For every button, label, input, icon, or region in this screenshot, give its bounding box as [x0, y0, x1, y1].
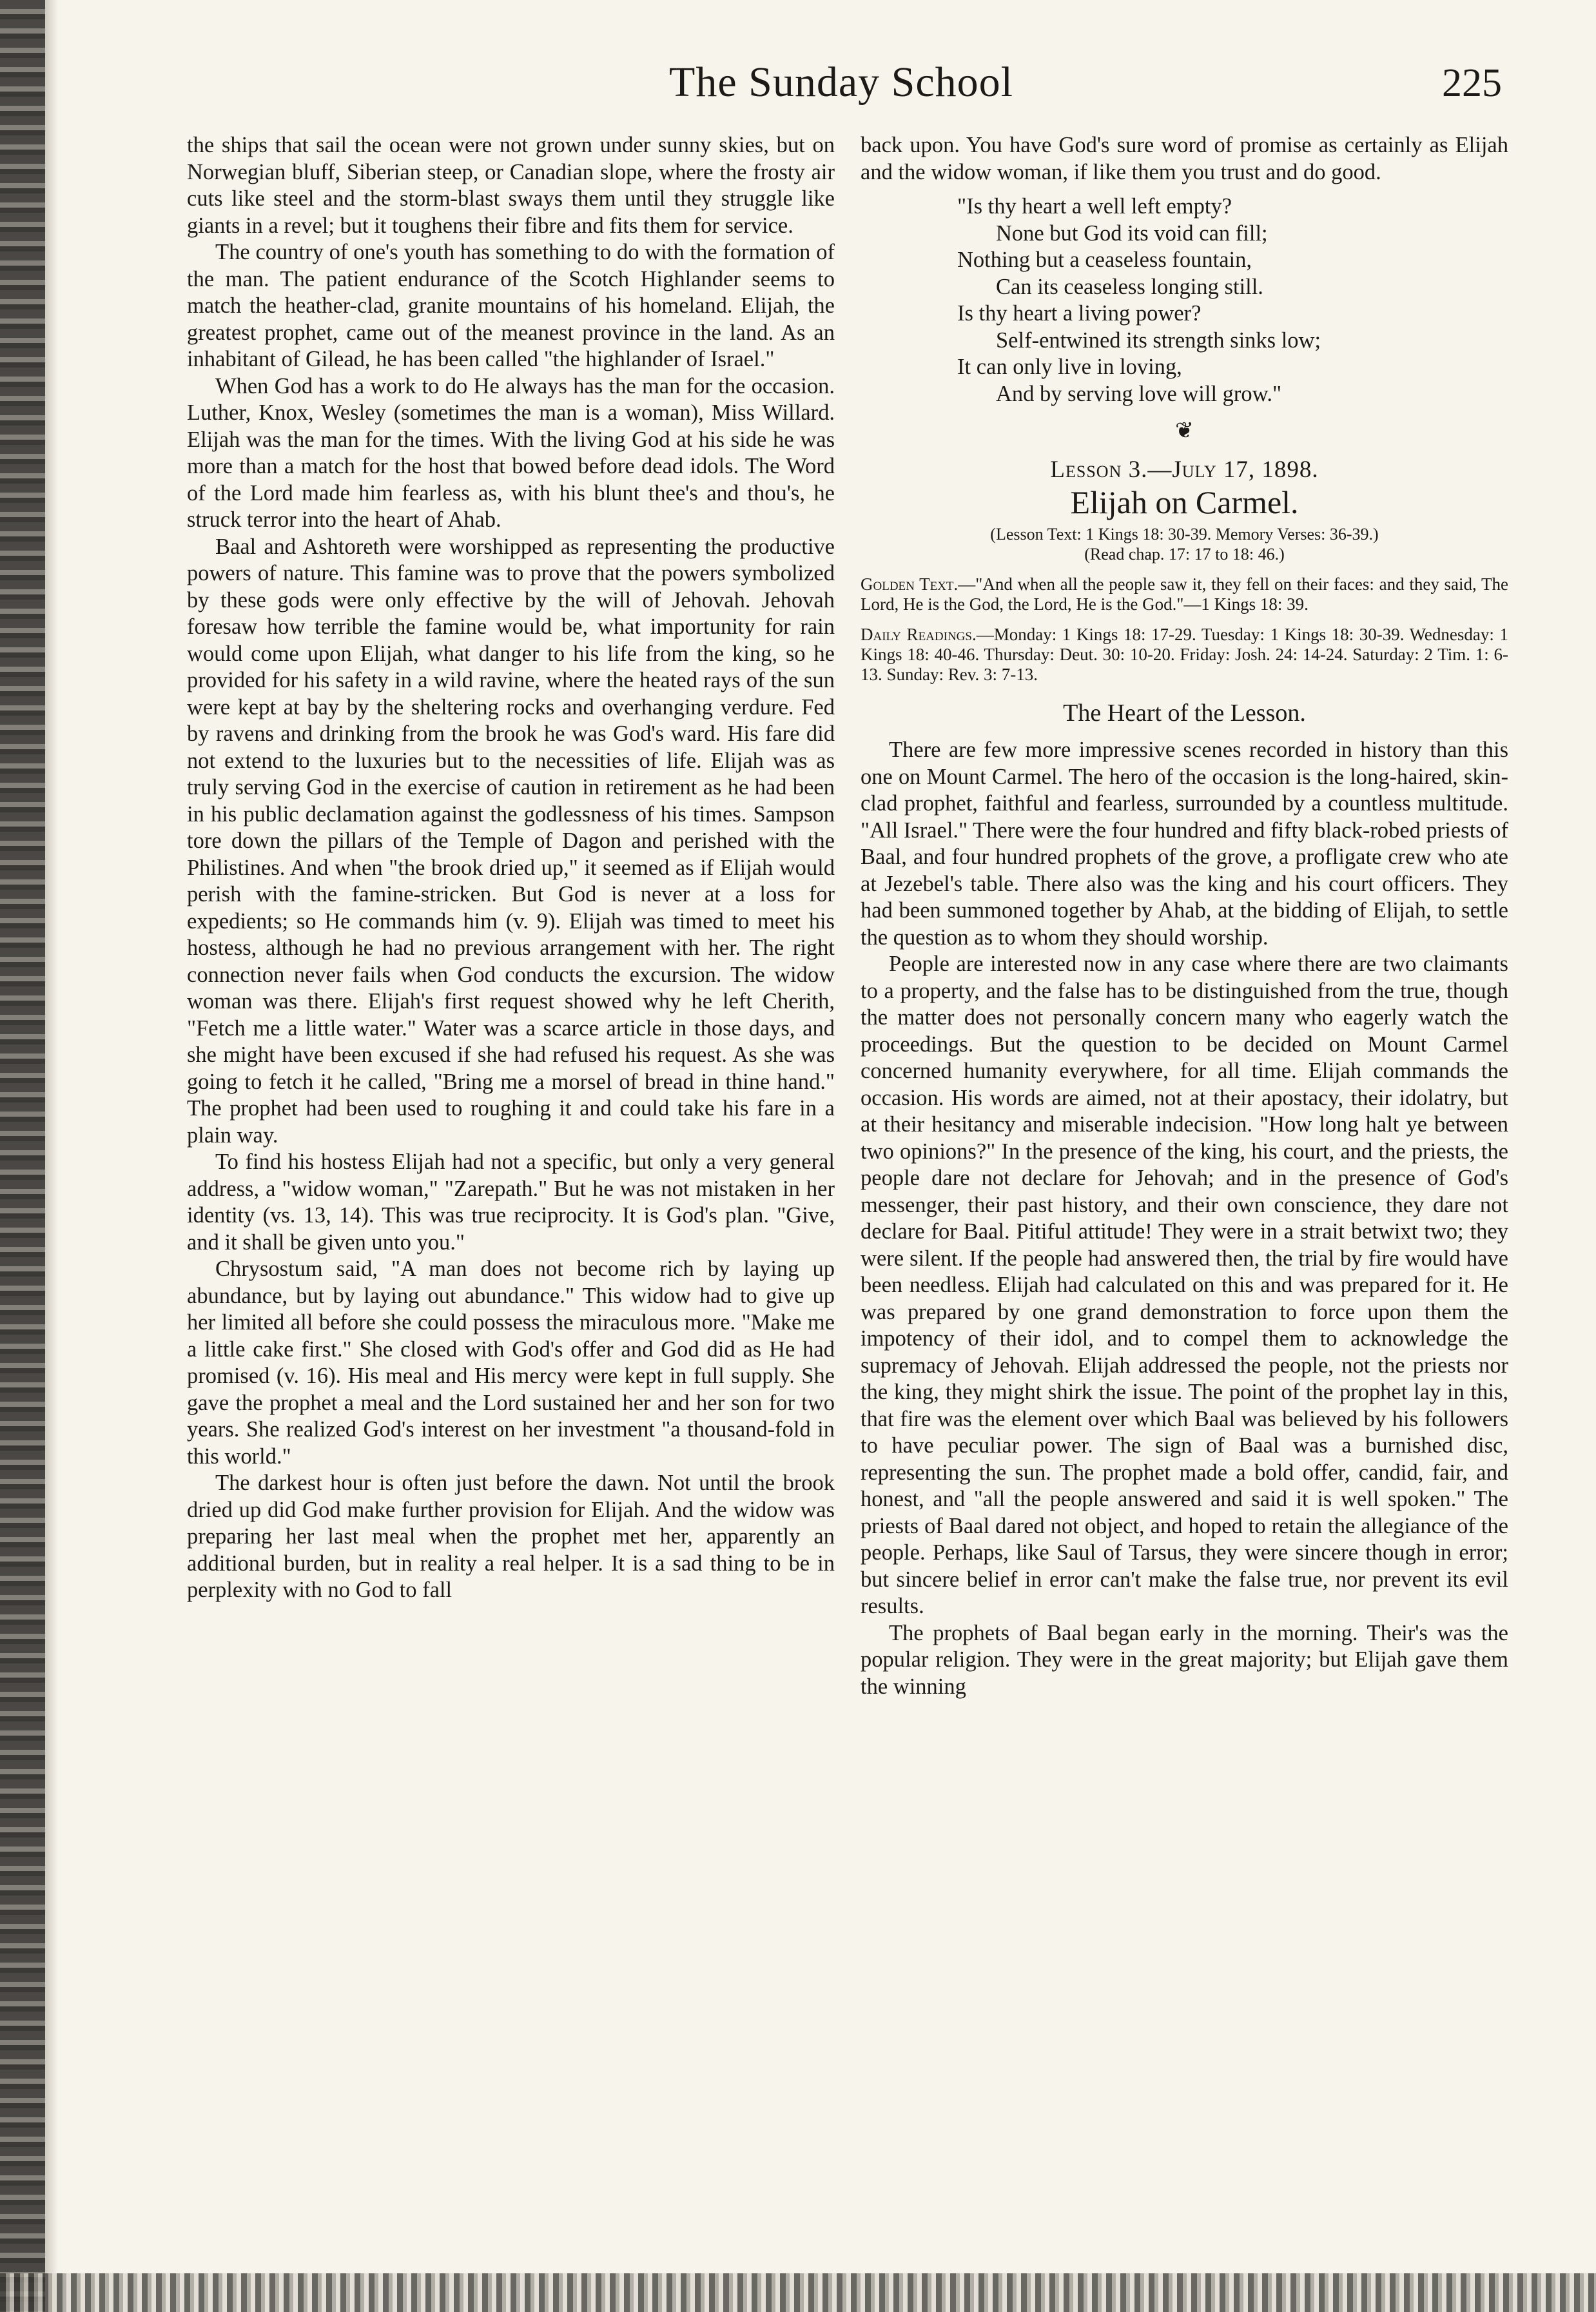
paragraph: back upon. You have God's sure word of promise as certainly as Elijah and the widow woman, if like them you trust and do good. — [861, 133, 1508, 184]
right-column — [861, 132, 1508, 1700]
poem-line: Self-entwined its strength sinks low; — [996, 328, 1321, 353]
paragraph: The country of one's youth has something to do with the formation of the man. The patient endurance of the Scotch Highlander seems to match the heather-clad, granite mountains of his homeland. Elijah, the greatest prophet, came out of the meanest province in the land. As an inhabitant of Gilead, he has been called "the highlander of Israel." — [187, 240, 835, 371]
page-bottom-edge — [0, 2273, 1596, 2312]
running-title: The Sunday School — [669, 59, 1013, 106]
daily-readings-body: —Monday: 1 Kings 18: 17-29. Tuesday: 1 Kings 18: 30-39. Wednesday: 1 Kings 18: 40-46. Thursday: Deut. 30: 10-20. Friday: Josh. 24: 14-24. Saturday: 2 Tim. 1: 6-13. Sunday: Rev. 3: 7-13. — [861, 624, 1508, 684]
paragraph: The prophets of Baal began early in the morning. Their's was the popular religion. They were in the great majority; but Elijah gave them the winning — [861, 1620, 1508, 1699]
daily-readings — [861, 625, 1508, 685]
daily-readings-label: Daily Readings. — [861, 624, 977, 644]
paragraph: When God has a work to do He always has the man for the occasion. Luther, Knox, Wesley (sometimes the man is a woman), Miss Willard. Elijah was the man for the times. With the living God at his side he was more than a match for the host that bowed before dead idols. The Word of the Lord made him fearless as, with his blunt thee's and thou's, he struck terror into the heart of Ahab. — [187, 373, 835, 532]
left-column — [187, 132, 835, 1604]
lesson-heading: Lesson 3.—July 17, 1898. — [1050, 456, 1319, 483]
lesson-text-reference: (Lesson Text: 1 Kings 18: 30-39. Memory Verses: 36-39.) — [990, 524, 1379, 544]
poem-line: None but God its void can fill; — [996, 220, 1268, 246]
paragraph: People are interested now in any case where there are two claimants to a property, and the false has to be distinguished from the true, though the matter does not personally concern many who eagerly watch the proceedings. But the question to be decided on Mount Carmel concerned humanity everywhere, for all time. Elijah commands the occasion. His words are aimed, not at their apostacy, their idolatry, but at their hesitancy and miserable indecision. "How long halt ye between two opinions?" In the presence of the king, his court, and the priests, the people dare not declare for Jehovah; and in the presence of God's messenger, their past history, and their own conscience, they dare not declare for Baal. Pitiful attitude! They were in a strait betwixt two; they were silent. If the people had answered then, the trial by fire would have been needless. Elijah had calculated on this and was prepared for it. He was prepared by one grand demonstration to force upon them the impotency of their idol, and to compel them to acknowledge the supremacy of Jehovah. Elijah addressed the people, not the priests nor the king, they might shirk the issue. The point of the prophet lay in this, that fire was the element over which Baal was believed by his followers to have peculiar power. The sign of Baal was a burnished disc, representing the sun. The prophet made a bold offer, candid, fair, and honest, and "all the people answered and said it is well spoken." The priests of Baal dared not object, and hoped to retain the allegiance of the people. Perhaps, like Saul of Tarsus, they were sincere though in error; but sincere belief in error can't make the false true, nor prevent its evil results. — [861, 952, 1508, 1618]
ornament-icon: ❦ — [1175, 418, 1194, 443]
golden-text — [861, 574, 1508, 614]
golden-text-body: —"And when all the people saw it, they fell on their faces: and they said, The Lord, He is the God, the Lord, He is the God."—1 Kings 18: 39. — [861, 574, 1509, 614]
golden-text-label: Golden Text. — [861, 574, 959, 594]
paragraph: There are few more impressive scenes recorded in history than this one on Mount Carmel. The hero of the occasion is the long-haired, skin-clad prophet, faithful and fearless, surrounded by a countless multitude. "All Israel." There were the four hundred and fifty black-robed priests of Baal, and four hundred prophets of the grove, a profligate crew who ate at Jezebel's table. There also was the king and his court officers. They had been summoned together by Ahab, at the bidding of Elijah, to settle the question as to whom they should worship. — [861, 738, 1508, 950]
poem-line: Is thy heart a living power? — [957, 301, 1202, 326]
poem-line: Nothing but a ceaseless fountain, — [957, 248, 1252, 272]
page-number: 225 — [1442, 61, 1502, 105]
page-header — [180, 58, 1502, 116]
lesson-title: Elijah on Carmel. — [1070, 484, 1299, 520]
poem-line: "Is thy heart a well left empty? — [957, 194, 1232, 219]
poem-line: It can only live in loving, — [957, 355, 1182, 379]
paragraph: Chrysostum said, "A man does not become rich by laying up abundance, but by laying out abundance." This widow had to give up her limited all before she could possess the miraculous more. "Make me a little cake first." She closed with God's offer and God did as He had promised (v. 16). His meal and His mercy were kept in full supply. She gave the prophet a meal and the Lord sustained her and her son for two years. She realized God's interest on her investment "a thousand-fold in this world." — [187, 1257, 835, 1469]
read-chapter-reference: (Read chap. 17: 17 to 18: 46.) — [1084, 544, 1285, 563]
paragraph: Baal and Ashtoreth were worshipped as representing the productive powers of nature. This famine was to prove that the powers symbolized by these gods were only effective by the will of Jehovah. Jehovah foresaw how terrible the famine would be, what importunity for rain would come upon Elijah, what danger to his life from the king, so he provided for his safety in a wild ravine, where the heated rays of the sun were kept at bay by the sheltering rocks and overhanging verdure. Fed by ravens and drinking from the brook he was God's ward. His fare did not extend to the luxuries but to the necessities of life. Elijah was as truly serving God in the exercise of caution in retirement as he had been in his public declamation against the godlessness of his times. Sampson tore down the pillars of the Temple of Dagon and perished with the Philistines. And when "the brook dried up," it seemed as if Elijah would perish with the famine-stricken. But God is never at a loss for expedients; so He commands him (v. 9). Elijah was timed to meet his hostess, although he had no previous arrangement with her. The right connection never fails when God conducts the excursion. The widow woman was there. Elijah's first request showed why he left Cherith, "Fetch me a little water." Water was a scarce article in those days, and she might have been excused if she had refused his request. As she was going to fetch it he called, "Bring me a morsel of bread in thine hand." The prophet had been used to roughing it and could take his fare in a plain way. — [187, 534, 835, 1148]
gutter-shadow — [45, 0, 58, 2312]
paragraph: The darkest hour is often just before the dawn. Not until the brook dried up did God make further provision for Elijah. And the widow was preparing her last meal when the prophet met her, apparently an additional burden, but in reality a real helper. It is a sad thing to be in perplexity with no God to fall — [187, 1471, 835, 1602]
poem-line: And by serving love will grow." — [996, 381, 1282, 406]
section-heading: The Heart of the Lesson. — [1063, 699, 1306, 727]
poem-line: Can its ceaseless longing still. — [996, 274, 1263, 299]
paragraph: the ships that sail the ocean were not grown under sunny skies, but on Norwegian bluff, Siberian steep, or Canadian slope, where the frosty air cuts like steel and the storm-blast sways them until they struggle like giants in a revel; but it toughens their fibre and fits them for service. — [187, 133, 835, 238]
book-binding-edge — [0, 0, 45, 2312]
paragraph: To find his hostess Elijah had not a specific, but only a very general address, a "widow woman," "Zarepath." But he was not mistaken in her identity (vs. 13, 14). This was true reciprocity. It is God's plan. "Give, and it shall be given unto you." — [187, 1150, 835, 1255]
poem — [957, 193, 1508, 407]
